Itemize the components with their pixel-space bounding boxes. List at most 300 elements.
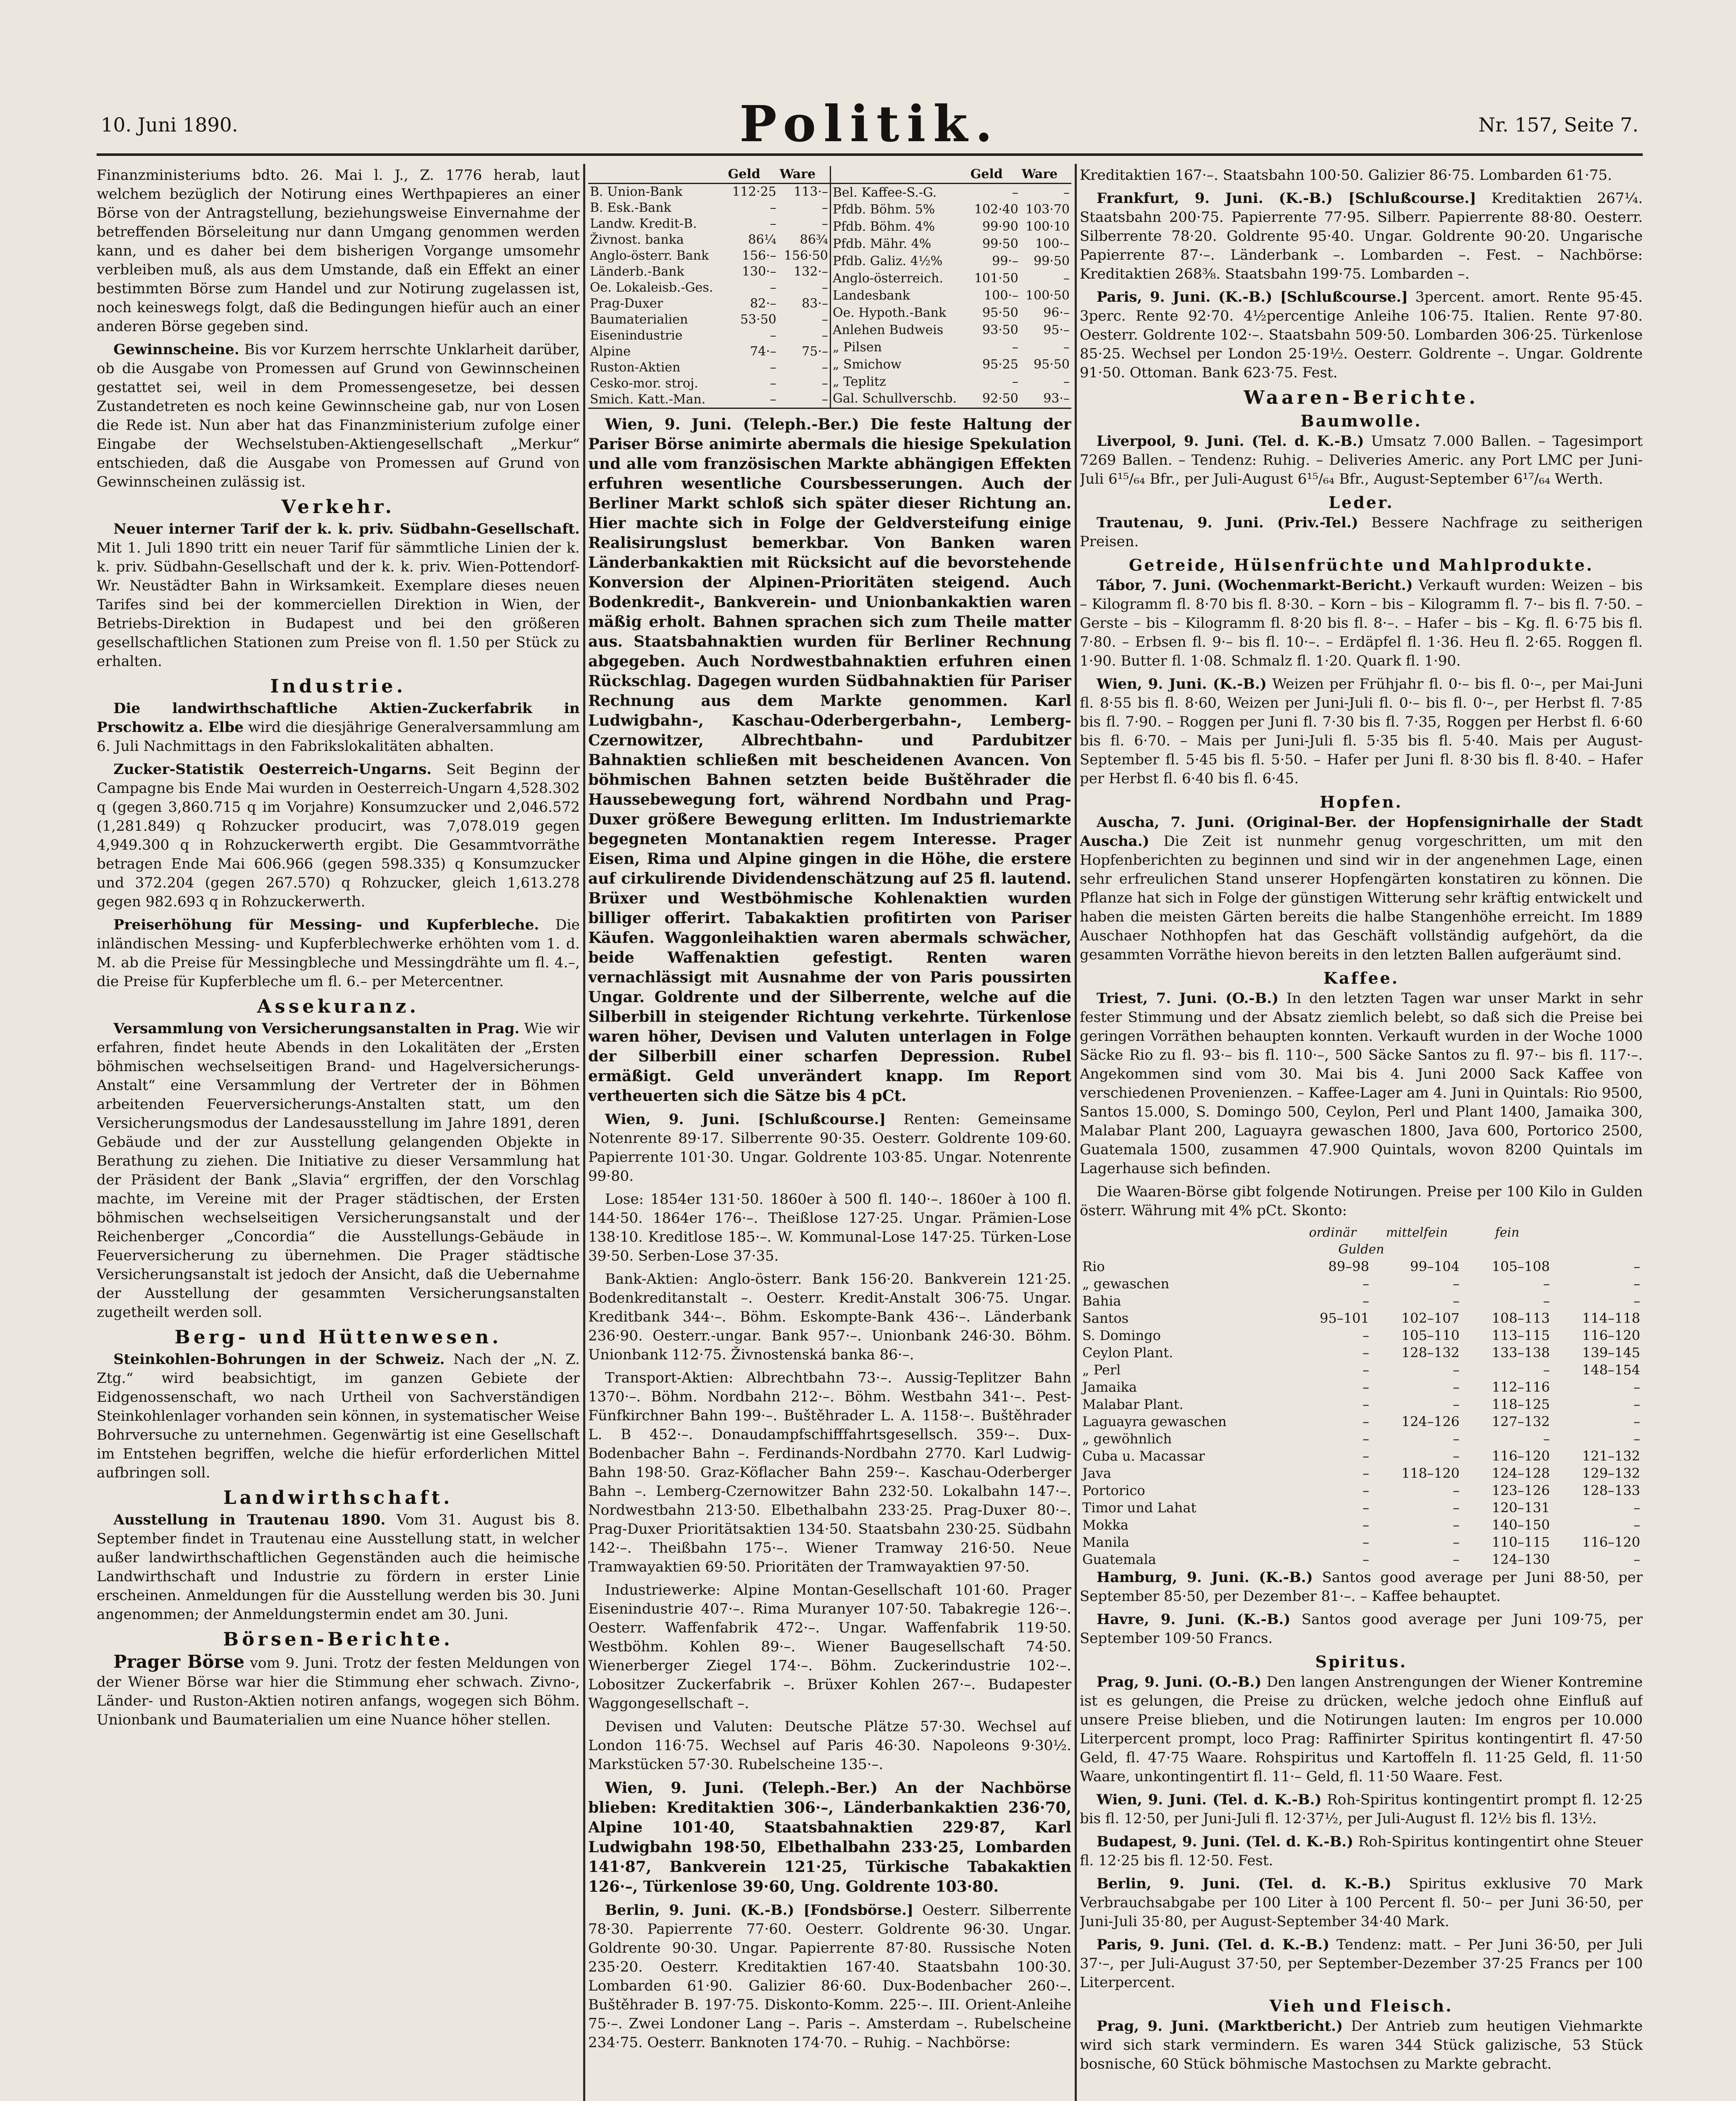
bid-price: – [770, 280, 776, 295]
security-name: B. Esk.-Bank [590, 200, 671, 215]
coffee-grade: Malabar Plant. [1082, 1396, 1184, 1412]
security-name: „ Teplitz [833, 374, 886, 389]
table-row [1080, 1517, 1643, 1534]
col-header-geld: Geld [969, 166, 1020, 184]
price-range: 121–132 [1582, 1448, 1640, 1464]
price-range: – [1362, 1414, 1369, 1430]
table-row [588, 296, 830, 312]
article-heading: Versammlung von Versicherungsanstalten in Prag. [113, 1020, 520, 1037]
security-name: Pfdb. Böhm. 4% [833, 219, 935, 234]
article-heading: Gewinnscheine. [113, 341, 239, 358]
article-text: vom 9. Juni. Trotz der festen Meldungen von der Wiener Börse war hier die Stimmung eher schwach. Zivno-, Länder- und Ruston-Aktien notiren anfangs, wogegen sich Böhm. Unionbank und Baumaterialien um eine Nuance höher stellen. [97, 1655, 580, 1728]
bid-price: – [770, 376, 776, 391]
security-name: Pfdb. Galiz. 4½% [833, 254, 943, 269]
security-name: Oe. Lokaleisb.-Ges. [590, 280, 713, 295]
table-row [588, 328, 830, 344]
price-range: 116–120 [1582, 1534, 1640, 1550]
bid-price: 86¼ [748, 232, 776, 247]
bid-price: 95·25 [982, 357, 1018, 372]
price-range: 118–120 [1401, 1465, 1460, 1481]
section-title: Politik. [739, 95, 1000, 153]
col-header-ordinaer: ordinär [1309, 1225, 1357, 1240]
article-paragraph [588, 415, 1071, 1106]
table-row [588, 392, 830, 408]
table-row [1080, 1534, 1643, 1551]
security-name: Smich. Katt.-Man. [590, 392, 706, 407]
ask-price: 95·50 [1034, 357, 1070, 372]
issue-page-number: Nr. 157, Seite 7. [1478, 113, 1639, 136]
coffee-grade: Laguayra gewaschen [1082, 1414, 1227, 1430]
article-heading: Berlin, 9. Juni. (Tel. d. K.-B.) [1097, 1875, 1391, 1892]
article-heading: Trautenau, 9. Juni. (Priv.-Tel.) [1097, 514, 1358, 531]
col-header-ware: Ware [1020, 166, 1071, 184]
ask-price: 75·– [802, 344, 828, 359]
price-range: – [1543, 1293, 1550, 1309]
coffee-grade: S. Domingo [1082, 1327, 1161, 1343]
price-range: – [1452, 1396, 1460, 1412]
bid-price: – [770, 328, 776, 343]
price-range: – [1362, 1345, 1369, 1361]
price-range: – [1362, 1500, 1369, 1516]
article-paragraph [1080, 2017, 1643, 2074]
price-range: – [1452, 1482, 1460, 1498]
security-name: Landw. Kredit-B. [590, 216, 697, 231]
table-row [588, 280, 830, 296]
table-row [588, 216, 830, 232]
price-range: 105–108 [1491, 1258, 1550, 1274]
table-row [1080, 1465, 1643, 1482]
article-heading: Havre, 9. Juni. (K.-B.) [1097, 1611, 1291, 1628]
article-paragraph [97, 699, 580, 756]
ask-price: 100·10 [1026, 219, 1070, 234]
article-heading: Wien, 9. Juni. (Teleph.-Ber.) [605, 1779, 878, 1797]
ask-price: – [1063, 185, 1070, 200]
coffee-grade: Bahia [1082, 1293, 1121, 1309]
subsection-heading: Baumwolle. [1300, 411, 1422, 430]
table-row [1080, 1396, 1643, 1413]
coffee-price-table [1080, 1224, 1643, 1568]
price-range: 113–115 [1491, 1327, 1550, 1343]
section-heading: Assekuranz. [257, 996, 420, 1017]
article-heading: Triest, 7. Juni. (O.-B.) [1097, 990, 1279, 1007]
article-text: Wie wir erfahren, findet heute Abends in den Lokalitäten der „Ersten böhmischen wechselseitigen Brand- und Hagelversicherungs-Anstalt“ eine Versammlung der Vertreter der in Böhmen arbeitenden Feuerversicherungs-Anstalten statt, um den Versicherungsmodus der Landesausstellung im Jahre 1891, deren Gebäude und der zur Ausstellung gelangenden Objekte in Berathung zu ziehen. Die Initiative zu dieser Versammlung hat der Präsident der Bank „Slavia“ ergriffen, der den Vorschlag machte, im Vereine mit der Prager städtischen, der Ersten böhmischen wechselseitigen Versicherungsanstalt und der Reichenberger „Concordia“ die Ausstellungs-Gebäude in Feuerversicherung zu übernehmen. Die Prager städtische Versicherungsanstalt ist jedoch der Ansicht, daß die Uebernahme der Ausstellung der gesammten Versicherungsanstalten zugetheilt werden soll. [97, 1020, 580, 1321]
ask-price: – [822, 312, 828, 327]
price-range: – [1452, 1362, 1460, 1378]
price-range: – [1362, 1551, 1369, 1567]
coffee-grade: Santos [1082, 1310, 1129, 1326]
security-name: B. Union-Bank [590, 184, 683, 199]
price-range: – [1362, 1396, 1369, 1412]
article-text: Nach der „N. Z. Ztg.“ wird beabsichtigt, im ganzen Gebiete der Eidgenossenschaft, wo nach Urtheil von Sachverständigen Steinkohlenlager vorhanden sein können, in systematischer Weise Bohrversuche zu unternehmen. Gegenwärtig ist eine Gesellschaft im Entstehen begriffen, welche die hiefür erforderlichen Mittel aufbringen soll. [97, 1351, 580, 1481]
price-range: – [1633, 1500, 1640, 1516]
price-range: 95–101 [1320, 1310, 1369, 1326]
article-paragraph: Finanzministeriums bdto. 26. Mai l. J., Z. 1776 herab, laut welchem bezüglich der Notirung eines Werthpapieres an einer Börse von der Antragstellung, beziehungsweise Einvernahme der betreffenden Börseleitung nur dann Umgang genommen werden kann, und es daher bei dem bisherigen Vorgange umsomehr verbleiben muß, als aus dem Umstande, daß ein Effekt an einer bestimmten Börse zum Handel und zur Notirung zugelassen ist, noch keineswegs folgt, daß die Bedingungen hiefür auch an einer anderen Börse gegeben sind. [97, 167, 580, 335]
price-range: 120–131 [1491, 1500, 1550, 1516]
article-paragraph [1080, 1935, 1643, 1992]
article-text: Seit Beginn der Campagne bis Ende Mai wurden in Oesterreich-Ungarn 4,528.302 q (gegen 3,860.715 q im Vorjahre) Konsumzucker und 2,046.572 (1,281.849) q Rohzucker producirt, was 7,078.019 gegen 4,949.300 q in Rohzuckerwerth ergibt. Die Gesammtvorräthe betragen Ende Mai 606.966 (gegen 598.335) q Konsumzucker und 372.204 (gegen 267.570) q Rohzucker, gleich 1,613.278 gegen 982.693 q in Rohzuckerwerth. [97, 761, 580, 910]
article-text: Der Antrieb zum heutigen Viehmarkte wird sich stark vermindern. Es waren 344 Stück galizische, 53 Stück bosnische, 60 Stück böhmische Mastochsen zu Markte gebracht. [1080, 2018, 1643, 2072]
article-text: An der Nachbörse blieben: Kreditaktien 306·–, Länderbankaktien 236·70, Alpine 101·40, Staatsbahnaktien 229·87, Karl Ludwigbahn 198·50, Elbethalbahn 233·25, Lombarden 141·87, Bankverein 121·25, Türkische Tabakaktien 126·–, Türkenlose 39·60, Ung. Goldrente 103·80. [588, 1779, 1071, 1896]
issue-date: 10. Juni 1890. [101, 113, 238, 136]
bid-price: 99·50 [982, 237, 1018, 252]
article-text: Die feste Haltung der Pariser Börse animirte abermals die hiesige Spekulation und alle vom französischen Markte abhängigen Effekten erfuhren wesentliche Coursbesserungen. Auch der Berliner Markt schloß sich später dieser Richtung an. Hier machte sich in Folge der Geldversteifung einige Realisirungslust bemerkbar. Von Banken waren Länderbankaktien mit Rücksicht auf die bevorstehende Konversion der Alpinen-Prioritäten steigend. Auch Bodenkredit-, Bankverein- und Unionbankaktien waren mäßig erholt. Bahnen sprachen sich zum Theile matter aus. Staatsbahnaktien wurden für Berliner Rechnung abgegeben. Auch Nordwestbahnaktien erfuhren einen Rückschlag. Dagegen wurden Südbahnaktien für Pariser Rechnung aus dem Markte genommen. Karl Ludwigbahn-, Kaschau-Oderbergerbahn-, Lemberg-Czernowitzer, Albrechtbahn- und Pardubitzer Bahnaktien schließen mit bescheidenen Avancen. Von böhmischen Bahnen setzten beide Buštěhrader die Haussebewegung fort, während Nordbahn und Prag-Duxer größere Bewegung erlitten. Im Industriemarkte begegneten Montanaktien regem Interesse. Prager Eisen, Rima und Alpine gingen in die Höhe, die erstere auf cirkulirende Dividendenschätzung auf 25 fl. lautend. Brüxer und Westböhmische Kohlenaktien wurden billiger offerirt. Tabakaktien profitirten von Pariser Käufen. Waggonleihaktien waren abermals schwächer, beide Waffenaktien gefestigt. Renten waren vernachlässigt mit Ausnahme der von Paris poussirten Ungar. Goldrente und der Silberrente, welche auf die Silberbill in steigender Richtung verkehrte. Türkenlose waren höher, Devisen und Valuten unterlagen in Folge der Silberbill einer scharfen Depression. Rubel ermäßigt. Geld unverändert knapp. Im Report vertheuerten sich die Sätze bis 4 pCt. [588, 416, 1071, 1105]
security-name: Alpine [590, 344, 631, 359]
price-range: 124–130 [1491, 1551, 1550, 1567]
coffee-grade: Jamaika [1082, 1379, 1137, 1395]
article-paragraph [1080, 989, 1643, 1178]
price-range: – [1543, 1431, 1550, 1447]
table-row [831, 201, 1072, 219]
security-name: Živnost. banka [590, 232, 684, 247]
article-paragraph: Kreditaktien 167·–. Staatsbahn 100·50. Galizier 86·75. Lombarden 61·75. [1080, 167, 1612, 184]
price-range: 124–126 [1401, 1414, 1460, 1430]
coffee-grade: „ gewaschen [1082, 1276, 1170, 1292]
article-heading: Preiserhöhung für Messing- und Kupferbleche. [113, 916, 539, 933]
security-name: „ Pilsen [833, 340, 882, 355]
column-1 [97, 166, 580, 2101]
article-paragraph [97, 520, 580, 671]
price-range: 127–132 [1491, 1414, 1550, 1430]
article-paragraph [97, 1019, 580, 1322]
section-heading: Verkehr. [281, 496, 395, 518]
article-text: Die inländischen Messing- und Kupferblechwerke erhöhten vom 1. d. M. ab die Preise für Messingbleche und Messingdrähte um fl. 4.–, die Preise für Kupferbleche um fl. 6.– per Metercentner. [97, 916, 580, 990]
article-text: Die Zeit ist nunmehr genug vorgeschritten, um mit den Hopfenberichten zu beginnen und sind wir in der angenehmen Lage, einen sehr erfreulichen Stand unserer Hopfengärten konstatiren zu können. Die Pflanze hat sich in Folge der günstigen Witterung sehr kräftig entwickelt und haben die meisten Gärten bereits die halbe Stangenhöhe erreicht. Im 1889 Auschaer Nothhopfen hat das Geschäft vollständig aufgehört, da die gesammten Vorräthe hievon bereits in den letzten Ballen aufgeräumt sind. [1080, 833, 1643, 963]
price-range: 124–128 [1491, 1465, 1550, 1481]
table-row [1080, 1310, 1643, 1327]
price-range: – [1452, 1500, 1460, 1516]
price-range: 108–113 [1491, 1310, 1550, 1326]
col-header-mittelfein: mittelfein [1386, 1225, 1448, 1240]
price-range: – [1452, 1534, 1460, 1550]
price-range: – [1452, 1293, 1460, 1309]
security-name: Anglo-österreich. [833, 271, 943, 286]
coffee-grade: Timor und Lahat [1082, 1500, 1197, 1516]
ask-price: – [1063, 340, 1070, 355]
price-range: – [1543, 1362, 1550, 1378]
col-header-geld: Geld [726, 166, 778, 184]
article-heading: Ausstellung in Trautenau 1890. [113, 1511, 386, 1528]
column-2 [588, 166, 1071, 2101]
security-name: Landesbank [833, 288, 910, 303]
subsection-heading: Leder. [1328, 493, 1394, 512]
table-row [1080, 1448, 1643, 1465]
ask-price: – [822, 328, 828, 343]
ask-price: 103·70 [1026, 202, 1070, 217]
bid-price: – [1012, 185, 1018, 200]
column-3 [1080, 166, 1643, 2101]
stock-table-right [830, 166, 1071, 408]
bid-price: 100·– [984, 288, 1018, 303]
article-paragraph [1080, 1568, 1643, 1606]
table-row [831, 373, 1072, 390]
ask-price: – [822, 280, 828, 295]
ask-price: 100·50 [1026, 288, 1070, 303]
bid-price: 93·50 [982, 322, 1018, 337]
price-range: 139–145 [1582, 1345, 1640, 1361]
column-rule [1075, 164, 1077, 2101]
price-range: – [1362, 1379, 1369, 1395]
article-paragraph [1080, 1832, 1643, 1870]
article-text: Tendenz: matt. – Per Juni 36·50, per Juli 37·–, per Juli-August 37·50, per September-Dezember 37·25 Francs per 100 Literpercent. [1080, 1936, 1643, 1991]
article-paragraph [1080, 288, 1643, 382]
article-text: Bis vor Kurzem herrschte Unklarheit darüber, ob die Ausgabe von Promessen auf Grund von Gewinnscheinen gestattet sei, weil in dem Promessengesetze, bei dessen Zustandetreten es noch keine Gewinnscheine gab, nur von Losen die Rede ist. Nun aber hat das Finanzministerium zufolge einer Eingabe der Wechselstuben-Aktiengesellschaft „Merkur“ entschieden, daß die Ausgabe von Promessen auf Grund von Gewinnscheinen zulässig ist. [97, 341, 580, 490]
bid-price: – [770, 216, 776, 231]
table-row [831, 339, 1072, 356]
price-range: – [1362, 1517, 1369, 1533]
ask-price: 86¾ [800, 232, 828, 247]
price-range: – [1633, 1551, 1640, 1567]
article-paragraph: Bank-Aktien: Anglo-österr. Bank 156·20. Bankverein 121·25. Bodenkreditanstalt –. Oesterr. Kredit-Anstalt 306·75. Ungar. Kreditbank 344·–. Böhm. Eskompte-Bank 436·–. Länderbank 236·90. Oesterr.-ungar. Bank 957·–. Unionbank 246·30. Böhm. Unionbank 112·75. Živnostenská banka 86·–. [588, 1271, 1071, 1363]
security-name: Anlehen Budweis [833, 322, 944, 337]
table-row [1080, 1327, 1643, 1344]
price-range: – [1633, 1431, 1640, 1447]
article-paragraph: Transport-Aktien: Albrechtbahn 73·–. Aussig-Teplitzer Bahn 1370·–. Böhm. Nordbahn 212·–. Böhm. Westbahn 341·–. Pest-Fünfkirchner Bahn 199·–. Buštěhrader L. A. 1158·–. Buštěhrader L. B 452·–. Donaudampfschifffahrtsgesellsch. 359·–. Dux-Bodenbacher Bahn –. Ferdinands-Nordbahn 2770. Karl Ludwig-Bahn 198·50. Graz-Köflacher Bahn 259·–. Kaschau-Oderberger Bahn –. Lemberg-Czernowitzer Bahn 232·50. Lokalbahn 147·–. Nordwestbahn 213·50. Elbethalbahn 233·25. Prag-Duxer 80·–. Prag-Duxer Prioritätsaktien 134·50. Staatsbahn 230·25. Südbahn 142·–. Theißbahn 175·–. Wiener Tramway 216·50. Neue Tramwayaktien 69·50. Prioritäten der Tramwayaktien 97·50. [588, 1369, 1071, 1575]
article-heading: Wien, 9. Juni. [Schlußcourse.] [605, 1111, 886, 1128]
table-row [588, 232, 830, 248]
table-row [831, 270, 1072, 287]
ask-price: 113·– [794, 184, 828, 199]
coffee-grade: Manila [1082, 1534, 1129, 1550]
subsection-heading: Vieh und Fleisch. [1269, 1996, 1453, 2015]
table-row [588, 376, 830, 392]
coffee-grade: Portorico [1082, 1482, 1145, 1498]
ask-price: 95·– [1043, 322, 1070, 337]
article-heading: Budapest, 9. Juni. (Tel. d. K.-B.) [1097, 1833, 1354, 1850]
coffee-grade: Guatemala [1082, 1551, 1156, 1567]
price-range: – [1452, 1379, 1460, 1395]
ask-price: 132·– [794, 264, 828, 279]
security-name: Gal. Schullverschb. [833, 391, 957, 406]
price-range: 128–132 [1401, 1345, 1460, 1361]
price-range: – [1633, 1276, 1640, 1292]
price-range: 118–125 [1491, 1396, 1550, 1412]
table-row [1080, 1361, 1643, 1379]
price-range: – [1452, 1276, 1460, 1292]
price-range: 128–133 [1582, 1482, 1640, 1498]
article-paragraph [1080, 1875, 1643, 1931]
security-name: Pfdb. Mähr. 4% [833, 237, 931, 252]
bid-price: 74·– [750, 344, 776, 359]
section-heading: Börsen-Berichte. [223, 1629, 454, 1650]
bid-price: 82·– [750, 296, 776, 311]
ask-price: 99·50 [1034, 254, 1070, 269]
article-text: Santos good average per Juni 109·75, per September 109·50 Francs. [1080, 1611, 1643, 1647]
security-name: Bel. Kaffee-S.-G. [833, 185, 937, 200]
price-range: – [1633, 1396, 1640, 1412]
ask-price: 83·– [802, 296, 828, 311]
article-paragraph [97, 340, 580, 492]
price-range: – [1633, 1258, 1640, 1274]
price-range: – [1362, 1276, 1369, 1292]
table-row [588, 200, 830, 216]
price-range: – [1633, 1379, 1640, 1395]
table-row [1080, 1275, 1643, 1293]
article-text: Mit 1. Juli 1890 tritt ein neuer Tarif für sämmtliche Linien der k. k. priv. Südbahn-Gesellschaft und der k. k. priv. Wien-Pottendorf-Wr. Neustädter Bahn in Wirksamkeit. Exemplare dieses neuen Tarifes sind bei der kommerciellen Direktion in Wien, der Betriebs-Direktion in Budapest und bei den größeren gesellschaftlichen Stationen zum Preise von fl. 1.50 per Stück zu erhalten. [97, 540, 580, 670]
bid-price: 92·50 [982, 391, 1018, 406]
price-range: – [1362, 1293, 1369, 1309]
price-range: – [1362, 1362, 1369, 1378]
bid-price: – [1012, 374, 1018, 389]
ask-price: 100·– [1035, 237, 1070, 252]
subsection-heading: Hopfen. [1320, 792, 1403, 811]
security-name: Anglo-österr. Bank [590, 248, 709, 263]
article-text: Bessere Nachfrage zu seitherigen Preisen. [1080, 514, 1643, 550]
table-row [1080, 1379, 1643, 1396]
article-text: Den langen Anstrengungen der Wiener Kontremine ist es gelungen, die Preise zu drücken, welche jedoch ohne Einfluß auf unsere Preise blieben, und die Notirungen lauten: Im engros per 10.000 Literpercent prompt, loco Prag: Raffinirter Spiritus kontingentirt fl. 47·50 Geld, fl. 47·75 Waare. Rohspiritus und Kartoffeln fl. 11·25 Geld, fl. 11·50 Waare, unkontingentirt fl. 11·– Geld, fl. 11·50 Waare. Fest. [1080, 1674, 1643, 1785]
table-row [1080, 1293, 1643, 1310]
ask-price: 96·– [1043, 305, 1070, 320]
article-paragraph [97, 1652, 580, 1730]
table-row [831, 356, 1072, 373]
price-range: 140–150 [1491, 1517, 1550, 1533]
bid-price: 99·– [992, 254, 1018, 269]
currency-unit: Gulden [1338, 1242, 1384, 1257]
bid-price: – [770, 392, 776, 407]
price-range: – [1452, 1551, 1460, 1567]
table-row [588, 184, 830, 200]
price-range: – [1633, 1414, 1640, 1430]
article-heading: Tábor, 7. Juni. (Wochenmarkt-Bericht.) [1097, 577, 1413, 594]
article-paragraph: Devisen und Valuten: Deutsche Plätze 57·30. Wechsel auf London 116·75. Wechsel auf Paris 46·30. Napoleons 9·30½. Markstücken 57·30. Rubelscheine 135·–. [588, 1718, 1071, 1773]
article-text: Kreditaktien 267¼. Staatsbahn 200·75. Papierrente 77·95. Silberr. Papierrente 88·80. Oesterr. Silberrente 78·20. Goldrente 95·40. Ungar. Goldrente 90·20. Ungarische Papierrente 87·–. Länderbank –. Lombarden –. Fest. – Nachbörse: Kreditaktien 268⅜. Staatsbahn 199·75. Lombarden –. [1080, 190, 1643, 282]
security-name: Pfdb. Böhm. 5% [833, 202, 935, 217]
article-paragraph [588, 1110, 1071, 1186]
table-row [1080, 1344, 1643, 1361]
article-heading: Prag, 9. Juni. (Marktbericht.) [1097, 2018, 1343, 2035]
security-name: Baumaterialien [590, 312, 688, 327]
article-paragraph [1080, 432, 1643, 489]
article-text: Roh-Spiritus kontingentirt prompt fl. 12·25 bis fl. 12·50, per Juni-Juli fl. 12·37½, per Juli-August fl. 12½ bis fl. 13½. [1080, 1791, 1643, 1827]
article-heading: Paris, 9. Juni. (Tel. d. K.-B.) [1097, 1936, 1330, 1953]
ask-price: – [822, 360, 828, 375]
price-range: – [1633, 1517, 1640, 1533]
article-heading: Wien, 9. Juni. (Teleph.-Ber.) [605, 416, 859, 433]
article-paragraph [1080, 189, 1643, 284]
price-range: 116–120 [1582, 1327, 1640, 1343]
article-text: 3percent. amort. Rente 95·45. 3perc. Rente 92·70. 4½percentige Anleihe 106·75. Italien. Rente 97·80. Oesterr. Goldrente 102·–. Staatsbahn 509·50. Lombarden 306·25. Türkenlose 85·25. Wechsel per London 25·19½. Oesterr. Goldrente –. Ungar. Goldrente 91·50. Ottoman. Bank 623·75. Fest. [1080, 289, 1643, 381]
section-heading: Waaren-Berichte. [1244, 387, 1479, 408]
article-text: Roh-Spiritus kontingentirt ohne Steuer fl. 12·25 bis fl. 12·50. Fest. [1080, 1833, 1643, 1869]
price-range: – [1452, 1517, 1460, 1533]
stock-quotes [588, 166, 1071, 409]
article-heading: Berlin, 9. Juni. (K.-B.) [Fondsbörse.] [605, 1902, 914, 1919]
ask-price: – [822, 216, 828, 231]
article-paragraph [1080, 513, 1643, 551]
table-row [1080, 1258, 1643, 1275]
price-range: – [1452, 1431, 1460, 1447]
article-heading: Hamburg, 9. Juni. (K.-B.) [1097, 1569, 1313, 1586]
table-row [588, 312, 830, 328]
subsection-heading: Getreide, Hülsenfrüchte und Mahlprodukte. [1128, 556, 1594, 574]
table-row [831, 253, 1072, 270]
price-range: 123–126 [1491, 1482, 1550, 1498]
table-row [588, 248, 830, 264]
table-row [831, 184, 1072, 202]
article-paragraph [588, 1778, 1071, 1897]
article-heading: Liverpool, 9. Juni. (Tel. d. K.-B.) [1097, 433, 1364, 450]
price-range: 99–104 [1410, 1258, 1460, 1274]
coffee-grade: Mokka [1082, 1517, 1128, 1533]
coffee-grade: Cuba u. Macassar [1082, 1448, 1205, 1464]
table-row [1080, 1413, 1643, 1430]
ask-price: 156·50 [784, 248, 828, 263]
article-paragraph [1080, 1790, 1643, 1828]
price-range: – [1362, 1482, 1369, 1498]
article-text: Verkauft wurden: Weizen – bis – Kilogramm fl. 8·70 bis fl. 8·30. – Korn – bis – Kilogramm fl. 7·– bis fl. 7·50. – Gerste – bis – Kilogramm fl. 8·20 bis fl. 8·–. – Hafer – bis – Kg. fl. 6·75 bis fl. 7·80. – Erbsen fl. 9·– bis fl. 10·–. – Erdäpfel fl. 1·36. Heu fl. 2·65. Roggen fl. 1·90. Butter fl. 1·08. Schmalz fl. 1·20. Quark fl. 1·90. [1080, 577, 1643, 669]
article-text: Weizen per Frühjahr fl. 0·– bis fl. 0·–, per Mai-Juni fl. 8·55 bis fl. 8·60, Weizen per Juni-Juli fl. 0·– bis fl. 0·–, per Herbst fl. 7·85 bis fl. 7·90. – Roggen per Juni fl. 7·30 bis fl. 7·35, Roggen per Herbst fl. 6·60 bis fl. 6·70. – Mais per Juni-Juli fl. 5·35 bis fl. 5·40. Mais per August-September fl. 5·45 bis fl. 5·50. – Hafer per Juni fl. 8·30 bis fl. 8·40. – Hafer per Herbst fl. 6·40 bis fl. 6·45. [1080, 676, 1643, 787]
table-row [831, 390, 1072, 408]
price-range: – [1362, 1327, 1369, 1343]
coffee-grade: „ Perl [1082, 1362, 1121, 1378]
stock-table-left [588, 166, 830, 408]
article-heading: Paris, 9. Juni. (K.-B.) [Schlußcourse.] [1097, 289, 1408, 305]
article-text: Spiritus exklusive 70 Mark Verbrauchsabgabe per 100 Liter à 100 Percent fl. 50·– per Juni 36·50, per Juni-Juli 35·80, per August-September 34·40 Mark. [1080, 1875, 1643, 1930]
subsection-heading: Kaffee. [1323, 969, 1399, 987]
table-row [588, 264, 830, 280]
price-range: 105–110 [1401, 1327, 1460, 1343]
table-row [1080, 1430, 1643, 1448]
ask-price: – [1063, 374, 1070, 389]
col-header-fein: fein [1495, 1225, 1520, 1240]
price-range: – [1362, 1534, 1369, 1550]
bid-price: – [1012, 340, 1018, 355]
article-text: Renten: Gemeinsame Notenrente 89·17. Silberrente 90·35. Oesterr. Goldrente 109·60. Papierrente 101·30. Ungar. Goldrente 103·85. Ungar. Notenrente 99·80. [588, 1111, 1071, 1185]
article-heading: Wien, 9. Juni. (Tel. d. K.-B.) [1097, 1791, 1322, 1808]
section-heading: Berg- und Hüttenwesen. [174, 1327, 502, 1348]
price-range: – [1543, 1276, 1550, 1292]
price-range: – [1362, 1431, 1369, 1447]
bid-price: 156·– [742, 248, 776, 263]
table-row [831, 219, 1072, 236]
table-row [831, 287, 1072, 305]
article-paragraph [1080, 675, 1643, 788]
article-paragraph: Lose: 1854er 131·50. 1860er à 500 fl. 140·–. 1860er à 100 fl. 144·50. 1864er 176·–. Theißlose 127·25. Ungar. Prämien-Lose 138·10. Kreditlose 185·–. W. Kommunal-Lose 147·25. Türken-Lose 39·50. Serben-Lose 37·35. [588, 1191, 1071, 1264]
price-range: – [1362, 1448, 1369, 1464]
price-range: 110–115 [1491, 1534, 1550, 1550]
article-heading: Zucker-Statistik Oesterreich-Ungarns. [113, 761, 432, 778]
article-heading: Neuer interner Tarif der k. k. priv. Südbahn-Gesellschaft. [113, 521, 580, 537]
price-range: – [1362, 1465, 1369, 1481]
bid-price: 130·– [742, 264, 776, 279]
col-header-ware: Ware [778, 166, 830, 184]
coffee-grade: Rio [1082, 1258, 1105, 1274]
article-paragraph [588, 1901, 1071, 2052]
price-range: 133–138 [1491, 1345, 1550, 1361]
article-heading: Frankfurt, 9. Juni. (K.-B.) [Schlußcourse.] [1097, 190, 1476, 207]
article-paragraph [97, 1511, 580, 1624]
security-name: Ruston-Aktien [590, 360, 681, 375]
bid-price: 112·25 [732, 184, 776, 199]
security-name: Eisenindustrie [590, 328, 683, 343]
article-paragraph [1080, 1610, 1643, 1648]
table-row [831, 304, 1072, 321]
article-text: Umsatz 7.000 Ballen. – Tagesimport 7269 Ballen. – Tendenz: Ruhig. – Deliveries Americ. any Port LMC per Juni-Juli 6¹⁵/₆₄ Bfr., per Juli-August 6¹⁵/₆₄ Bfr., August-September 6¹⁷/₆₄ Werth. [1080, 433, 1643, 487]
column-rule [583, 164, 585, 2101]
article-heading: Prager Börse [113, 1651, 245, 1672]
price-range: 129–132 [1582, 1465, 1640, 1481]
section-heading: Industrie. [270, 676, 406, 697]
price-range: – [1633, 1293, 1640, 1309]
ask-price: – [822, 376, 828, 391]
coffee-grade: „ gewöhnlich [1082, 1431, 1172, 1447]
article-text: In den letzten Tagen war unser Markt in sehr fester Stimmung und der Absatz ziemlich belebt, so daß sich die Preise bei geringen Vorräthen behaupten konnten. Verkauft wurden in der Woche 1000 Säcke Rio zu fl. 93·– bis fl. 110·–, 500 Säcke Santos zu fl. 97·– bis fl. 117·–. Angekommen sind vom 30. Mai bis 4. Juni 2000 Sack Kaffee von verschiedenen Provenienzen. – Kaffee-Lager am 4. Juni in Quintals: Rio 9500, Santos 15.000, S. Domingo 500, Ceylon, Perl und Plant 1400, Jamaika 300, Malabar Plant 200, Laguayra gewaschen 1800, Java 600, Portorico 2500, Guatemala 1500, zusammen 47.900 Quintals, wovon 8200 Quintals im Lagerhause sich befinden. [1080, 990, 1643, 1177]
article-paragraph: Die Waaren-Börse gibt folgende Notirungen. Preise per 100 Kilo in Gulden österr. Währung mit 4% pCt. Skonto: [1080, 1183, 1643, 1219]
table-row [1080, 1551, 1643, 1568]
coffee-grade: Ceylon Plant. [1082, 1345, 1173, 1361]
table-row [1080, 1482, 1643, 1499]
bid-price: 101·50 [974, 271, 1018, 286]
security-name: Cesko-mor. stroj. [590, 376, 698, 391]
